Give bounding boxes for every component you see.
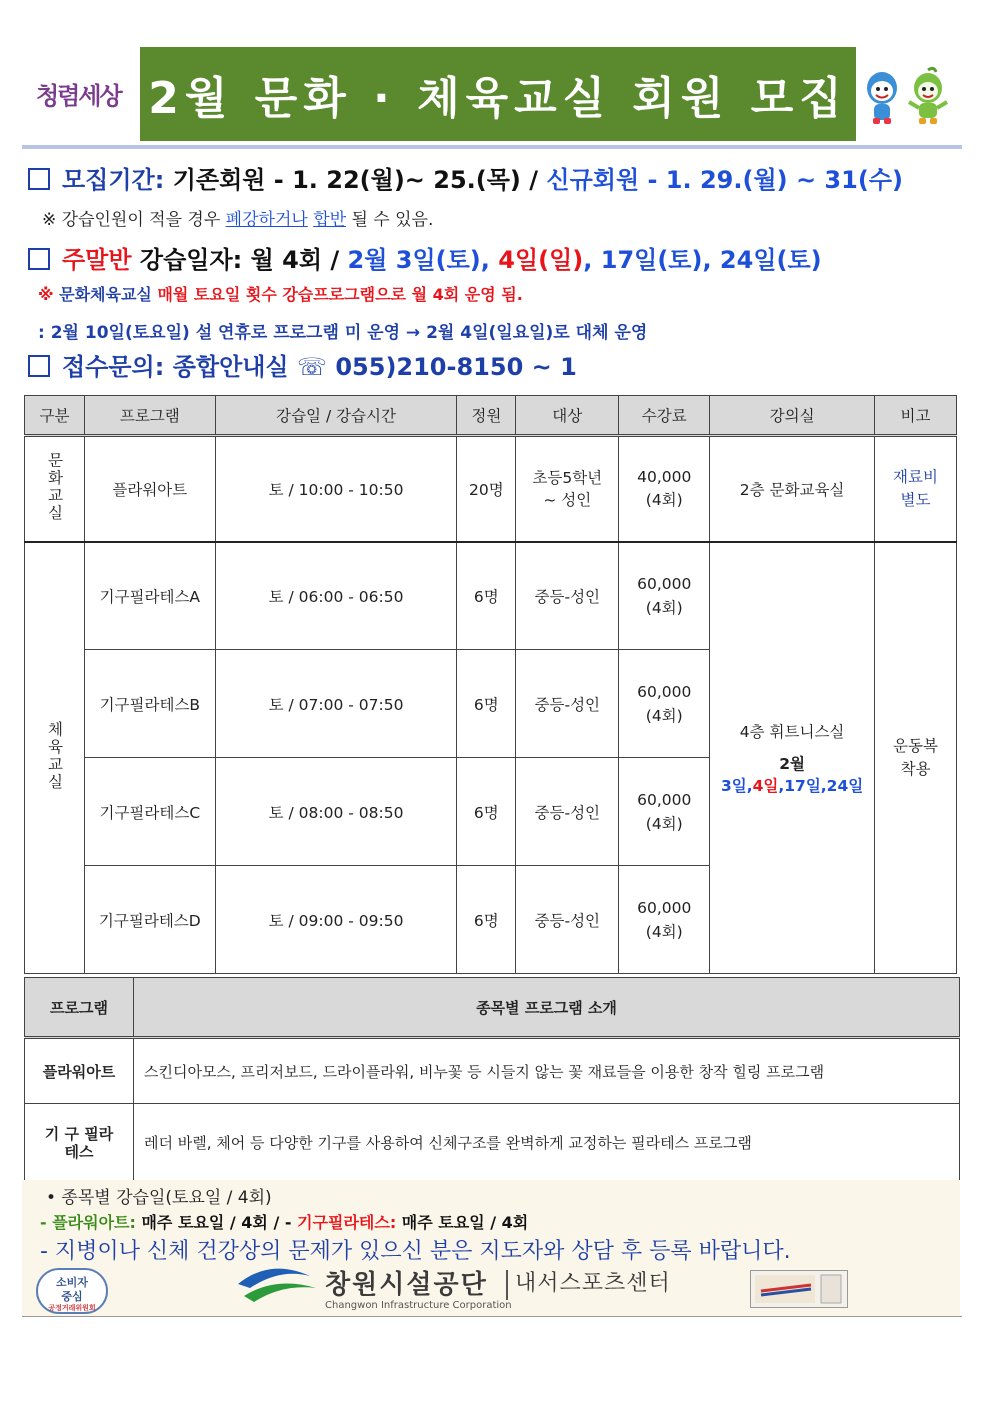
page-title-text: 2월 문화 · 체육교실 회원 모집 bbox=[148, 73, 848, 124]
fee-value: 60,000 bbox=[637, 898, 692, 917]
intro-program-name: 플라워아트 bbox=[25, 1038, 134, 1104]
cancel-notice-prefix: ※ 강습인원이 적을 경우 bbox=[42, 210, 226, 230]
target-text: 초등5학년 ~ 성인 bbox=[532, 468, 603, 509]
mascot-green-icon bbox=[906, 66, 950, 126]
cancel-notice-h1: 폐강하거나 bbox=[225, 210, 308, 230]
consumer-badge bbox=[36, 1268, 108, 1314]
logo-text: 청렴세상 bbox=[36, 80, 121, 110]
time-cell: 토 / 10:00 - 10:50 bbox=[215, 436, 457, 542]
org-sub: Changwon Infrastructure Corporation bbox=[325, 1300, 512, 1311]
fee-note: (4회) bbox=[645, 922, 683, 941]
intro-header-desc: 종목별 프로그램 소개 bbox=[134, 978, 960, 1038]
monthly-notice-text1: 문화체육교실 bbox=[53, 285, 158, 304]
note-cell bbox=[874, 436, 956, 542]
fee-note: (4회) bbox=[645, 598, 683, 617]
fee-note: (4회) bbox=[645, 814, 683, 833]
intro-program-desc: 레더 바렐, 체어 등 다양한 기구를 사용하여 신체구조를 완벽하게 교정하는 필라테스 프로그램 bbox=[134, 1104, 960, 1182]
room-cell: 2층 문화교육실 bbox=[710, 436, 875, 542]
integrity-logo bbox=[36, 68, 132, 118]
fee-note: (4회) bbox=[645, 706, 683, 725]
weekend-label: 주말반 bbox=[62, 246, 132, 274]
capacity-cell: 6명 bbox=[457, 758, 516, 866]
fee-cell bbox=[619, 542, 710, 650]
notice-mark: ※ bbox=[38, 285, 54, 304]
target-cell: 중등-성인 bbox=[516, 542, 619, 650]
header-category: 구분 bbox=[25, 396, 85, 436]
cancel-notice-suffix: 될 수 있음. bbox=[346, 210, 434, 230]
capacity-cell: 6명 bbox=[457, 650, 516, 758]
header-fee: 수강료 bbox=[619, 396, 710, 436]
program-cell: 기구필라테스B bbox=[84, 650, 215, 758]
recruit-period-label: 모집기간: bbox=[62, 166, 165, 194]
program-cell: 기구필라테스C bbox=[84, 758, 215, 866]
org-name: 창원시설공단 bbox=[325, 1270, 488, 1300]
room-cell-fitness bbox=[710, 542, 875, 974]
footer-line bbox=[22, 1316, 962, 1317]
table-header-row bbox=[25, 396, 957, 436]
intro-program-name bbox=[25, 1104, 134, 1182]
room-dates bbox=[710, 774, 874, 796]
note-schedule: • 종목별 강습일(토요일 / 4회) bbox=[46, 1188, 272, 1208]
weekend-date-1: 2월 3일(토), bbox=[347, 246, 490, 274]
recruit-period-line bbox=[28, 160, 903, 195]
room-date-3: ,17일,24일 bbox=[778, 776, 864, 795]
fee-value: 60,000 bbox=[637, 682, 692, 701]
time-cell: 토 / 07:00 - 07:50 bbox=[215, 650, 457, 758]
badge-sub: 공정거래위원회 bbox=[48, 1304, 96, 1312]
badge-text: 소비자 중심 bbox=[56, 1276, 88, 1303]
room-text: 4층 휘트니스실 bbox=[739, 722, 845, 741]
header-room: 강의실 bbox=[710, 396, 875, 436]
weekend-class-line bbox=[28, 240, 822, 275]
program-cell: 기구필라테스A bbox=[84, 542, 215, 650]
fee-value: 40,000 bbox=[637, 467, 692, 486]
monthly-notice-line bbox=[38, 282, 523, 305]
target-cell bbox=[516, 436, 619, 542]
table-row bbox=[25, 542, 957, 650]
header-divider bbox=[22, 145, 962, 149]
contact-text: 종합안내실 ☏ 055)210-8150 ~ 1 bbox=[164, 353, 577, 381]
weekend-date-2: 4일(일) bbox=[489, 246, 584, 274]
monthly-notice-text2: 매월 토요일 횟수 강습프로그램으로 월 4회 운영 됨. bbox=[157, 285, 523, 304]
header-capacity: 정원 bbox=[457, 396, 516, 436]
weekend-sessions: 강습일자: 월 4회 / bbox=[131, 246, 348, 274]
category-sports bbox=[25, 542, 85, 974]
fee-value: 60,000 bbox=[637, 574, 692, 593]
fee-cell bbox=[619, 866, 710, 974]
intro-header-program: 프로그램 bbox=[25, 978, 134, 1038]
fee-value: 60,000 bbox=[637, 790, 692, 809]
target-cell: 중등-성인 bbox=[516, 866, 619, 974]
table-row bbox=[25, 1038, 960, 1104]
center-name: 내서스포츠센터 bbox=[515, 1271, 671, 1296]
footer-divider bbox=[506, 1270, 508, 1300]
note-text: 재료비 별도 bbox=[893, 467, 938, 509]
holiday-notice-line: : 2월 10일(토요일) 설 연휴로 프로그램 미 운영 → 2월 4일(일요일)로 대체 운영 bbox=[38, 323, 648, 343]
fee-cell bbox=[619, 650, 710, 758]
contact-label: 접수문의: bbox=[62, 353, 165, 381]
header-time: 강습일 / 강습시간 bbox=[215, 396, 457, 436]
checkbox-square-icon bbox=[28, 248, 50, 270]
room-date-1: 3일, bbox=[720, 776, 753, 795]
schedule-table bbox=[24, 395, 957, 974]
category-culture-text: 문화교실 bbox=[45, 451, 64, 522]
program-intro-table bbox=[24, 977, 960, 1182]
fee-cell bbox=[619, 758, 710, 866]
target-cell: 중등-성인 bbox=[516, 758, 619, 866]
table-row bbox=[25, 436, 957, 542]
capacity-cell: 6명 bbox=[457, 542, 516, 650]
changwon-logo-icon bbox=[230, 1262, 320, 1314]
recruit-sep: / bbox=[520, 166, 547, 194]
page-title bbox=[140, 47, 856, 141]
room-month: 2월 bbox=[779, 754, 805, 773]
intro-program-desc: 스킨디아모스, 프리저보드, 드라이플라워, 비누꽃 등 시들지 않는 꽃 재료들을 이용한 창작 힐링 프로그램 bbox=[134, 1038, 960, 1104]
target-cell: 중등-성인 bbox=[516, 650, 619, 758]
header-program: 프로그램 bbox=[84, 396, 215, 436]
certificate-seal-icon bbox=[750, 1270, 848, 1308]
time-cell: 토 / 09:00 - 09:50 bbox=[215, 866, 457, 974]
note-health: - 지병이나 신체 건강상의 문제가 있으신 분은 지도자와 상담 후 등록 바랍니다. bbox=[40, 1239, 791, 1264]
room-date-2: 4일 bbox=[752, 776, 779, 795]
note-flower-label: - 플라워아트: bbox=[40, 1213, 136, 1232]
table-row bbox=[25, 1104, 960, 1182]
contact-line bbox=[28, 347, 577, 382]
fee-cell bbox=[619, 436, 710, 542]
checkbox-square-icon bbox=[28, 355, 50, 377]
note-cell-sports bbox=[874, 542, 956, 974]
cancel-notice-h2: 합반 bbox=[313, 210, 347, 230]
category-sports-text: 체육교실 bbox=[45, 720, 64, 791]
recruit-existing: 기존회원 - 1. 22(월)~ 25.(목) bbox=[172, 166, 521, 194]
capacity-cell: 6명 bbox=[457, 866, 516, 974]
fee-note: (4회) bbox=[645, 490, 683, 509]
note-flower-text: 매주 토요일 / 4회 / - bbox=[135, 1213, 298, 1232]
header-note: 비고 bbox=[874, 396, 956, 436]
intro-header-row bbox=[25, 978, 960, 1038]
capacity-cell: 20명 bbox=[457, 436, 516, 542]
note-pilates-text: 매주 토요일 / 4회 bbox=[396, 1213, 529, 1232]
weekend-date-3: , 17일(토), 24일(토) bbox=[583, 246, 822, 274]
program-cell: 플라워아트 bbox=[84, 436, 215, 542]
note-weekly bbox=[40, 1210, 528, 1233]
time-cell: 토 / 06:00 - 06:50 bbox=[215, 542, 457, 650]
cancel-notice-line bbox=[42, 205, 433, 230]
intro-program-name-text: 기 구 필라테스 bbox=[44, 1124, 114, 1161]
note-pilates-label: 기구필라테스: bbox=[297, 1213, 397, 1232]
recruit-new: 신규회원 - 1. 29.(월) ~ 31(수) bbox=[546, 166, 903, 194]
checkbox-square-icon bbox=[28, 168, 50, 190]
category-culture bbox=[25, 436, 85, 542]
mascot-blue-icon bbox=[862, 66, 902, 126]
note-text: 운동복 착용 bbox=[893, 736, 938, 778]
program-cell: 기구필라테스D bbox=[84, 866, 215, 974]
time-cell: 토 / 08:00 - 08:50 bbox=[215, 758, 457, 866]
header-target: 대상 bbox=[516, 396, 619, 436]
